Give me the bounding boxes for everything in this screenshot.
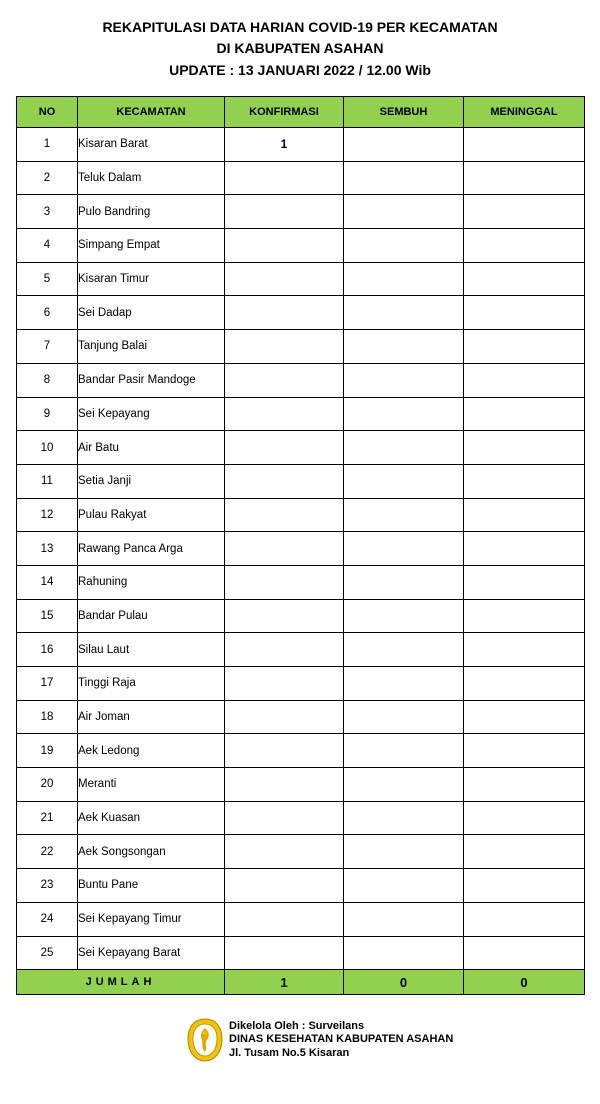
row-sembuh (344, 195, 464, 229)
row-kecamatan: Setia Janji (78, 464, 225, 498)
total-label: JUMLAH (17, 970, 225, 995)
row-sembuh (344, 431, 464, 465)
row-konfirmasi (225, 296, 344, 330)
row-konfirmasi (225, 229, 344, 263)
row-konfirmasi (225, 902, 344, 936)
table-row (17, 229, 585, 263)
row-sembuh (344, 700, 464, 734)
row-kecamatan: Silau Laut (78, 633, 225, 667)
row-no: 23 (17, 869, 78, 903)
row-konfirmasi (225, 768, 344, 802)
row-sembuh (344, 229, 464, 263)
table-row (17, 700, 585, 734)
table-row (17, 262, 585, 296)
row-meninggal (464, 229, 585, 263)
row-kecamatan: Kisaran Barat (78, 128, 225, 162)
row-kecamatan: Tinggi Raja (78, 667, 225, 701)
table-row (17, 397, 585, 431)
row-meninggal (464, 363, 585, 397)
row-konfirmasi (225, 464, 344, 498)
row-konfirmasi (225, 431, 344, 465)
row-konfirmasi (225, 801, 344, 835)
col-header-no: NO (17, 97, 78, 128)
row-meninggal (464, 532, 585, 566)
row-kecamatan: Meranti (78, 768, 225, 802)
table-row (17, 902, 585, 936)
row-konfirmasi (225, 262, 344, 296)
row-meninggal (464, 296, 585, 330)
col-header-konfirmasi: KONFIRMASI (225, 97, 344, 128)
row-no: 14 (17, 565, 78, 599)
row-kecamatan: Tanjung Balai (78, 330, 225, 364)
row-konfirmasi (225, 363, 344, 397)
row-sembuh (344, 633, 464, 667)
row-meninggal (464, 869, 585, 903)
row-meninggal (464, 330, 585, 364)
row-no: 12 (17, 498, 78, 532)
row-sembuh (344, 262, 464, 296)
row-konfirmasi (225, 330, 344, 364)
table-row (17, 296, 585, 330)
row-konfirmasi (225, 397, 344, 431)
row-meninggal (464, 936, 585, 970)
row-no: 21 (17, 801, 78, 835)
row-kecamatan: Pulau Rakyat (78, 498, 225, 532)
row-no: 22 (17, 835, 78, 869)
table-header-row (17, 97, 585, 128)
table-row (17, 195, 585, 229)
row-meninggal (464, 768, 585, 802)
row-kecamatan: Teluk Dalam (78, 161, 225, 195)
table-row (17, 936, 585, 970)
total-konfirmasi: 1 (225, 970, 344, 995)
row-meninggal (464, 397, 585, 431)
row-sembuh (344, 565, 464, 599)
total-sembuh: 0 (344, 970, 464, 995)
footer-managed-by: Dikelola Oleh : Surveilans (229, 1019, 365, 1032)
row-kecamatan: Aek Songsongan (78, 835, 225, 869)
table-row (17, 835, 585, 869)
table-row (17, 667, 585, 701)
table-row (17, 565, 585, 599)
row-meninggal (464, 262, 585, 296)
row-konfirmasi (225, 936, 344, 970)
col-header-kecamatan: KECAMATAN (78, 97, 225, 128)
row-no: 13 (17, 532, 78, 566)
table-row (17, 128, 585, 162)
row-no: 3 (17, 195, 78, 229)
table-row (17, 161, 585, 195)
row-no: 5 (17, 262, 78, 296)
table-row (17, 330, 585, 364)
row-sembuh (344, 296, 464, 330)
table-row (17, 869, 585, 903)
table-row (17, 363, 585, 397)
row-konfirmasi (225, 700, 344, 734)
row-no: 11 (17, 464, 78, 498)
row-kecamatan: Bandar Pasir Mandoge (78, 363, 225, 397)
row-no: 16 (17, 633, 78, 667)
row-kecamatan: Sei Kepayang Barat (78, 936, 225, 970)
row-no: 15 (17, 599, 78, 633)
row-konfirmasi (225, 161, 344, 195)
footer (186, 1017, 453, 1063)
row-no: 1 (17, 128, 78, 162)
report-title-line2: DI KABUPATEN ASAHAN (216, 40, 384, 56)
row-konfirmasi: 1 (225, 128, 344, 162)
row-no: 2 (17, 161, 78, 195)
footer-agency: DINAS KESEHATAN KABUPATEN ASAHAN (229, 1033, 454, 1046)
table-row (17, 801, 585, 835)
table-row (17, 498, 585, 532)
row-no: 6 (17, 296, 78, 330)
row-kecamatan: Sei Dadap (78, 296, 225, 330)
row-meninggal (464, 565, 585, 599)
row-no: 19 (17, 734, 78, 768)
col-header-meninggal: MENINGGAL (464, 97, 585, 128)
row-kecamatan: Simpang Empat (78, 229, 225, 263)
row-konfirmasi (225, 869, 344, 903)
table-row (17, 768, 585, 802)
row-no: 25 (17, 936, 78, 970)
row-kecamatan: Buntu Pane (78, 869, 225, 903)
row-konfirmasi (225, 195, 344, 229)
row-sembuh (344, 498, 464, 532)
row-meninggal (464, 700, 585, 734)
row-meninggal (464, 464, 585, 498)
row-kecamatan: Aek Kuasan (78, 801, 225, 835)
rekap-table (16, 96, 585, 995)
table-row (17, 734, 585, 768)
row-sembuh (344, 835, 464, 869)
table-row (17, 464, 585, 498)
row-sembuh (344, 801, 464, 835)
row-kecamatan: Air Batu (78, 431, 225, 465)
report-update-line: UPDATE : 13 JANUARI 2022 / 12.00 Wib (169, 62, 431, 78)
row-sembuh (344, 532, 464, 566)
row-no: 24 (17, 902, 78, 936)
row-konfirmasi (225, 835, 344, 869)
row-sembuh (344, 330, 464, 364)
row-meninggal (464, 195, 585, 229)
row-meninggal (464, 734, 585, 768)
row-meninggal (464, 633, 585, 667)
row-no: 10 (17, 431, 78, 465)
row-no: 17 (17, 667, 78, 701)
row-konfirmasi (225, 633, 344, 667)
row-sembuh (344, 936, 464, 970)
row-meninggal (464, 161, 585, 195)
row-meninggal (464, 801, 585, 835)
table-row (17, 431, 585, 465)
row-no: 7 (17, 330, 78, 364)
row-konfirmasi (225, 667, 344, 701)
row-no: 9 (17, 397, 78, 431)
row-sembuh (344, 768, 464, 802)
row-no: 4 (17, 229, 78, 263)
row-kecamatan: Bandar Pulau (78, 599, 225, 633)
row-sembuh (344, 599, 464, 633)
row-sembuh (344, 161, 464, 195)
row-konfirmasi (225, 734, 344, 768)
row-sembuh (344, 902, 464, 936)
row-kecamatan: Rahuning (78, 565, 225, 599)
row-no: 20 (17, 768, 78, 802)
row-kecamatan: Pulo Bandring (78, 195, 225, 229)
table-row (17, 532, 585, 566)
row-meninggal (464, 431, 585, 465)
row-kecamatan: Rawang Panca Arga (78, 532, 225, 566)
row-no: 18 (17, 700, 78, 734)
row-kecamatan: Sei Kepayang (78, 397, 225, 431)
row-kecamatan: Kisaran Timur (78, 262, 225, 296)
row-meninggal (464, 835, 585, 869)
row-sembuh (344, 397, 464, 431)
row-sembuh (344, 464, 464, 498)
row-kecamatan: Sei Kepayang Timur (78, 902, 225, 936)
row-meninggal (464, 902, 585, 936)
row-sembuh (344, 734, 464, 768)
row-meninggal (464, 128, 585, 162)
surveilans-seal-logo-icon (186, 1017, 224, 1063)
row-konfirmasi (225, 532, 344, 566)
row-no: 8 (17, 363, 78, 397)
col-header-sembuh: SEMBUH (344, 97, 464, 128)
row-meninggal (464, 667, 585, 701)
total-meninggal: 0 (464, 970, 585, 995)
row-sembuh (344, 128, 464, 162)
report-title-line1: REKAPITULASI DATA HARIAN COVID-19 PER KECAMATAN (102, 19, 498, 35)
footer-address: Jl. Tusam No.5 Kisaran (229, 1046, 350, 1059)
table-row (17, 633, 585, 667)
total-row (17, 970, 585, 995)
row-sembuh (344, 869, 464, 903)
table-row (17, 599, 585, 633)
row-kecamatan: Aek Ledong (78, 734, 225, 768)
row-konfirmasi (225, 565, 344, 599)
row-kecamatan: Air Joman (78, 700, 225, 734)
row-sembuh (344, 363, 464, 397)
row-meninggal (464, 498, 585, 532)
row-meninggal (464, 599, 585, 633)
row-konfirmasi (225, 498, 344, 532)
row-sembuh (344, 667, 464, 701)
row-konfirmasi (225, 599, 344, 633)
